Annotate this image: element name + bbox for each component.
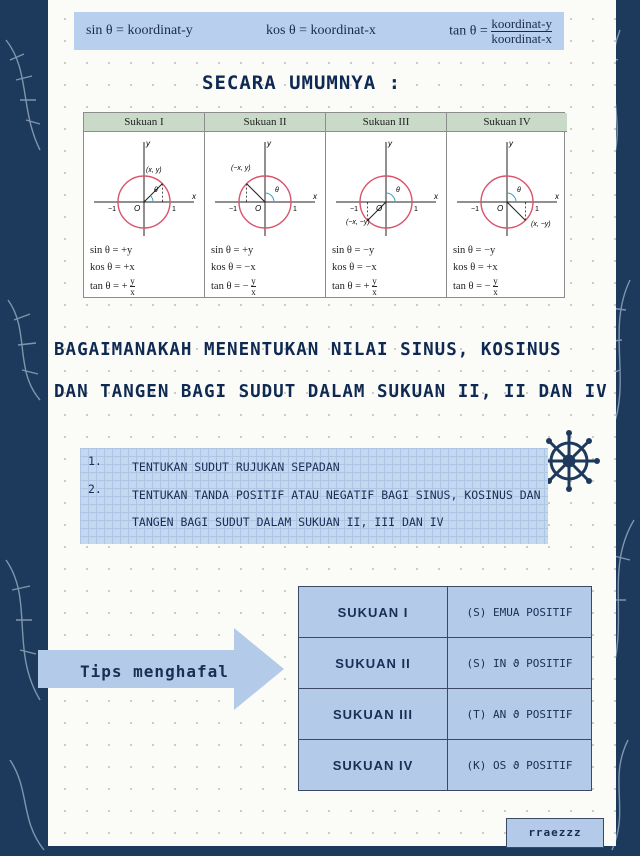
- quadrant-column: [205, 113, 326, 297]
- y-axis-label: y: [509, 139, 513, 148]
- tan-fraction: [372, 276, 377, 297]
- sin-formula: sin θ = +y: [211, 245, 254, 256]
- step-2: [88, 482, 548, 542]
- one-label: 1: [293, 206, 297, 213]
- quadrant-formulas: [84, 240, 204, 297]
- quadrant-header: Sukuan III: [326, 113, 446, 132]
- theta-label: θ: [154, 187, 158, 194]
- table-row: [299, 740, 592, 791]
- tan-numerator: y: [251, 276, 256, 286]
- x-axis-label: x: [555, 192, 559, 201]
- tan-numerator: y: [372, 276, 377, 286]
- kos-formula: kos θ = +x: [90, 262, 135, 273]
- tan-fraction: [130, 276, 135, 297]
- quadrant-cell: SUKUAN II: [299, 638, 448, 689]
- tan-numerator: y: [493, 276, 498, 286]
- tan-fraction: [251, 276, 256, 297]
- basic-formula-bar: [74, 12, 564, 50]
- tan-prefix: tan θ = +: [332, 280, 370, 292]
- tan-formula: [453, 276, 567, 297]
- step-number: 2.: [88, 482, 102, 496]
- y-axis-label: y: [146, 139, 150, 148]
- minus-one-label: −1: [471, 206, 479, 213]
- step-number: 1.: [88, 454, 102, 468]
- quadrant-cell: SUKUAN IV: [299, 740, 448, 791]
- question-line-2: DAN TANGEN BAGI SUDUT DALAM SUKUAN II, II DAN IV: [54, 382, 608, 402]
- tan-prefix: tan θ = +: [90, 280, 128, 292]
- unit-circle-diagram: [205, 132, 325, 240]
- tan-fraction: [493, 276, 498, 297]
- general-heading: SECARA UMUMNYA :: [202, 72, 402, 94]
- unit-circle-diagram: [447, 132, 567, 240]
- quadrant-column: [84, 113, 205, 297]
- notes-page: [48, 0, 616, 846]
- quadrant-cell: SUKUAN I: [299, 587, 448, 638]
- tan-prefix: tan θ = −: [453, 280, 491, 292]
- quadrant-column: [447, 113, 567, 297]
- point-label: (−x, y): [231, 165, 251, 172]
- origin-label: O: [134, 204, 141, 213]
- tan-prefix: tan θ =: [449, 23, 488, 39]
- x-axis-label: x: [313, 192, 317, 201]
- quadrant-table: [83, 112, 565, 298]
- tan-formula: [211, 276, 325, 297]
- minus-one-label: −1: [108, 206, 116, 213]
- unit-circle-diagram: [84, 132, 204, 240]
- tan-denominator: koordinat-x: [491, 30, 552, 46]
- tips-table: [298, 586, 592, 791]
- mnemonic-cell: (K) OS ϑ POSITIF: [448, 740, 592, 791]
- tan-denominator: x: [372, 287, 377, 297]
- tan-denominator: x: [130, 287, 135, 297]
- x-axis-label: x: [434, 192, 438, 201]
- steps-box: [80, 448, 548, 544]
- x-axis-label: x: [192, 192, 196, 201]
- theta-label: θ: [275, 187, 279, 194]
- theta-label: θ: [396, 187, 400, 194]
- step-text: TENTUKAN TANDA POSITIF ATAU NEGATIF BAGI SINUS, KOSINUS DAN TANGEN BAGI SUDUT DALAM SUKUAN II, III DAN IV: [132, 488, 541, 529]
- tan-numerator: koordinat-y: [491, 15, 552, 31]
- tan-prefix: tan θ = −: [211, 280, 249, 292]
- origin-label: O: [376, 204, 383, 213]
- minus-one-label: −1: [350, 206, 358, 213]
- one-label: 1: [172, 206, 176, 213]
- one-label: 1: [535, 206, 539, 213]
- kos-formula: kos θ = +x: [453, 262, 498, 273]
- sin-formula: sin θ = −y: [453, 245, 496, 256]
- quadrant-header: Sukuan II: [205, 113, 325, 132]
- point-label: (−x, −y): [346, 219, 370, 226]
- kos-definition: kos θ = koordinat-x: [266, 23, 376, 38]
- origin-label: O: [255, 204, 262, 213]
- mnemonic-cell: (T) AN ϑ POSITIF: [448, 689, 592, 740]
- sin-formula: sin θ = −y: [332, 245, 375, 256]
- step-text: TENTUKAN SUDUT RUJUKAN SEPADAN: [132, 460, 340, 474]
- sin-definition: sin θ = koordinat-y: [86, 23, 193, 38]
- quadrant-formulas: [326, 240, 446, 297]
- mnemonic-cell: (S) EMUA POSITIF: [448, 587, 592, 638]
- tan-formula: [332, 276, 446, 297]
- y-axis-label: y: [267, 139, 271, 148]
- tan-numerator: y: [130, 276, 135, 286]
- mnemonic-cell: (S) IN ϑ POSITIF: [448, 638, 592, 689]
- quadrant-cell: SUKUAN III: [299, 689, 448, 740]
- origin-label: O: [497, 204, 504, 213]
- sin-formula: sin θ = +y: [90, 245, 133, 256]
- theta-label: θ: [517, 187, 521, 194]
- one-label: 1: [414, 206, 418, 213]
- tan-definition: [449, 17, 552, 46]
- table-row: [299, 689, 592, 740]
- tan-denominator: x: [251, 287, 256, 297]
- table-row: [299, 587, 592, 638]
- tan-denominator: x: [493, 287, 498, 297]
- question-line-1: BAGAIMANAKAH MENENTUKAN NILAI SINUS, KOSINUS: [54, 340, 562, 360]
- quadrant-formulas: [447, 240, 567, 297]
- tips-label: Tips menghafal: [80, 662, 229, 681]
- table-row: [299, 638, 592, 689]
- quadrant-column: [326, 113, 447, 297]
- quadrant-formulas: [205, 240, 325, 297]
- minus-one-label: −1: [229, 206, 237, 213]
- quadrant-header: Sukuan IV: [447, 113, 567, 132]
- unit-circle-diagram: [326, 132, 446, 240]
- point-label: (x, y): [146, 167, 162, 174]
- point-label: (x, −y): [531, 221, 551, 228]
- y-axis-label: y: [388, 139, 392, 148]
- signature-tag: rraezzz: [506, 818, 604, 848]
- tan-fraction: [491, 17, 552, 46]
- step-1: [88, 454, 548, 482]
- tan-formula: [90, 276, 204, 297]
- kos-formula: kos θ = −x: [332, 262, 377, 273]
- kos-formula: kos θ = −x: [211, 262, 256, 273]
- quadrant-header: Sukuan I: [84, 113, 204, 132]
